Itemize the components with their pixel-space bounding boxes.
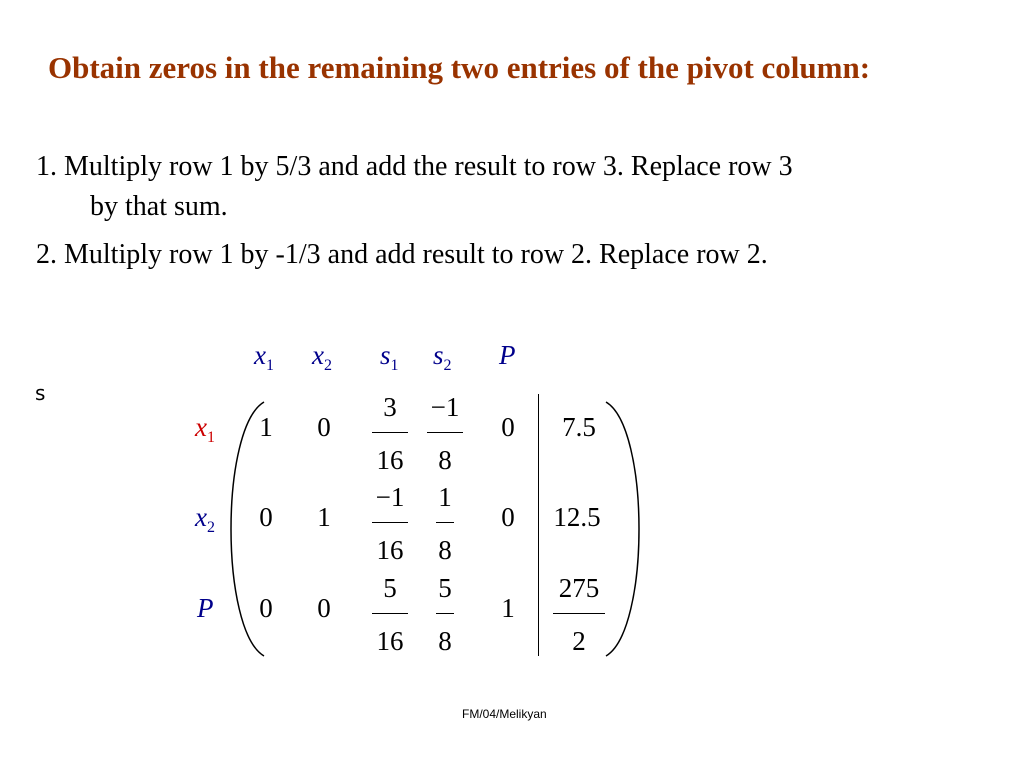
matrix-rhs-fraction xyxy=(549,569,609,660)
column-header-p: P xyxy=(499,340,516,370)
matrix-cell: 1 xyxy=(317,502,331,532)
fraction-numerator: 5 xyxy=(383,573,397,603)
column-header-s1: $s_1$ xyxy=(380,340,399,374)
fraction-denominator: 8 xyxy=(438,535,452,565)
row-label-x2: $x_2$ xyxy=(195,502,215,536)
augment-divider xyxy=(538,394,539,656)
fraction-denominator: 16 xyxy=(376,535,404,565)
stray-character: s xyxy=(35,381,46,405)
fraction-denominator: 16 xyxy=(376,445,404,475)
matrix-cell: 0 xyxy=(259,593,273,623)
matrix-fraction xyxy=(360,478,420,569)
column-header-x1: $x_1$ xyxy=(254,340,274,374)
fraction-bar xyxy=(553,613,605,614)
footer-credit: FM/04/Melikyan xyxy=(462,707,547,721)
matrix-cell: 1 xyxy=(501,593,515,623)
fraction-bar xyxy=(372,522,408,523)
fraction-denominator: 16 xyxy=(376,626,404,656)
fraction-bar xyxy=(436,613,454,614)
matrix-fraction xyxy=(415,388,475,479)
fraction-numerator: −1 xyxy=(430,392,460,422)
slide-title: Obtain zeros in the remaining two entries of the pivot column: xyxy=(48,50,871,85)
step-1-text: 1. Multiply row 1 by 5/3 and add the result to row 3. Replace row 3 xyxy=(36,151,793,182)
row-label-x1: $x_1$ xyxy=(195,412,215,446)
matrix-cell: 0 xyxy=(501,502,515,532)
fraction-denominator: 2 xyxy=(572,626,586,656)
fraction-numerator: −1 xyxy=(375,482,405,512)
fraction-bar xyxy=(372,613,408,614)
matrix-fraction xyxy=(360,388,420,479)
fraction-numerator: 1 xyxy=(438,482,452,512)
fraction-numerator: 5 xyxy=(438,573,452,603)
matrix-cell: 1 xyxy=(259,412,273,442)
fraction-denominator: 8 xyxy=(438,626,452,656)
fraction-numerator: 3 xyxy=(383,392,397,422)
fraction-bar xyxy=(372,432,408,433)
matrix-rhs-cell: 7.5 xyxy=(562,412,596,442)
column-header-s2: $s_2$ xyxy=(433,340,452,374)
column-header-x2: $x_2$ xyxy=(312,340,332,374)
step-2-text: 2. Multiply row 1 by -1/3 and add result to row 2. Replace row 2. xyxy=(36,239,768,270)
matrix-fraction xyxy=(415,569,475,660)
fraction-denominator: 8 xyxy=(438,445,452,475)
matrix-fraction xyxy=(415,478,475,569)
row-label-p: P xyxy=(197,593,214,623)
fraction-bar xyxy=(427,432,463,433)
matrix-rhs-cell: 12.5 xyxy=(553,502,601,532)
step-1-continuation: by that sum. xyxy=(90,191,228,222)
right-parenthesis xyxy=(602,398,652,660)
fraction-bar xyxy=(436,522,454,523)
matrix-cell: 0 xyxy=(501,412,515,442)
matrix-cell: 0 xyxy=(259,502,273,532)
matrix-cell: 0 xyxy=(317,412,331,442)
matrix-fraction xyxy=(360,569,420,660)
fraction-numerator: 275 xyxy=(558,573,600,603)
matrix-cell: 0 xyxy=(317,593,331,623)
